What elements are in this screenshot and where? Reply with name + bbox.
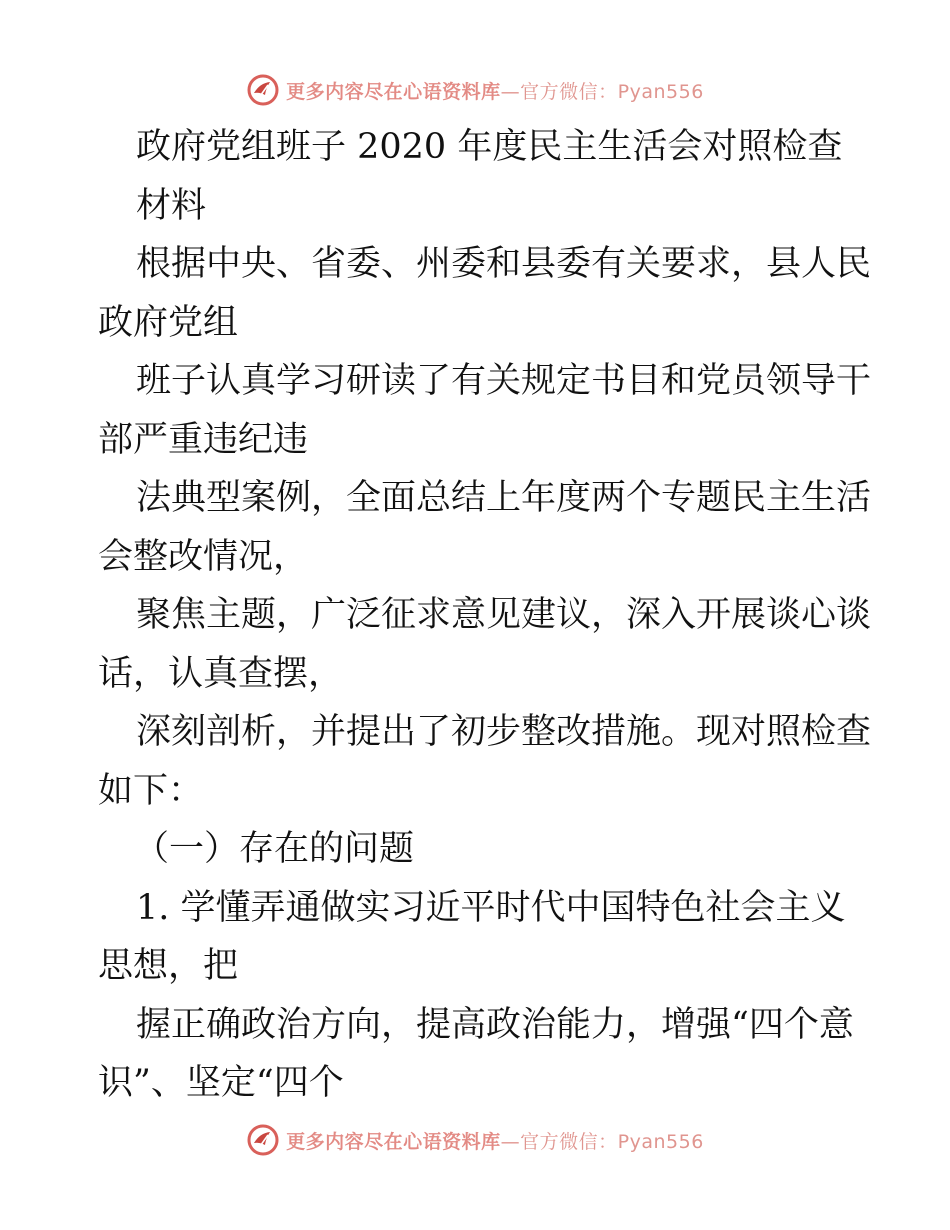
paragraph-line: 识”、坚定“四个 xyxy=(98,1063,344,1103)
watermark-logo-icon xyxy=(246,1123,280,1157)
watermark-text: 更多内容尽在心语资料库—官方微信：Pyan556 xyxy=(286,1130,704,1153)
paragraph-line: 话，认真查摆， xyxy=(98,653,344,694)
watermark-text: 更多内容尽在心语资料库—官方微信：Pyan556 xyxy=(286,80,704,103)
title-line-1: 政府党组班子 2020 年度民主生活会对照检查 xyxy=(136,127,843,167)
footer-watermark xyxy=(0,1120,950,1160)
paragraph-line: 会整改情况， xyxy=(98,536,309,577)
paragraph-line: 聚焦主题，广泛征求意见建议，深入开展谈心谈 xyxy=(136,595,872,635)
paragraph-line: 深刻剖析，并提出了初步整改措施。现对照检查 xyxy=(136,712,872,752)
paragraph-line: 如下： xyxy=(98,770,204,811)
header-watermark xyxy=(0,70,950,110)
paragraph-line: 班子认真学习研读了有关规定书目和党员领导干 xyxy=(136,361,872,401)
paragraph-line: 根据中央、省委、州委和县委有关要求，县人民 xyxy=(136,244,872,284)
paragraph-line: 法典型案例，全面总结上年度两个专题民主生活 xyxy=(136,478,872,518)
paragraph-line: 政府党组 xyxy=(98,302,239,343)
title-line-2: 材料 xyxy=(136,185,207,226)
watermark-logo-icon xyxy=(246,73,280,107)
section-heading: （一）存在的问题 xyxy=(134,829,415,869)
paragraph-line: 1. 学懂弄通做实习近平时代中国特色社会主义 xyxy=(136,887,846,928)
paragraph-line: 握正确政治方向，提高政治能力，增强“四个意 xyxy=(136,1004,854,1045)
paragraph-line: 部严重违纪违 xyxy=(98,419,309,460)
paragraph-line: 思想，把 xyxy=(98,946,239,986)
document-body xyxy=(98,118,872,1113)
